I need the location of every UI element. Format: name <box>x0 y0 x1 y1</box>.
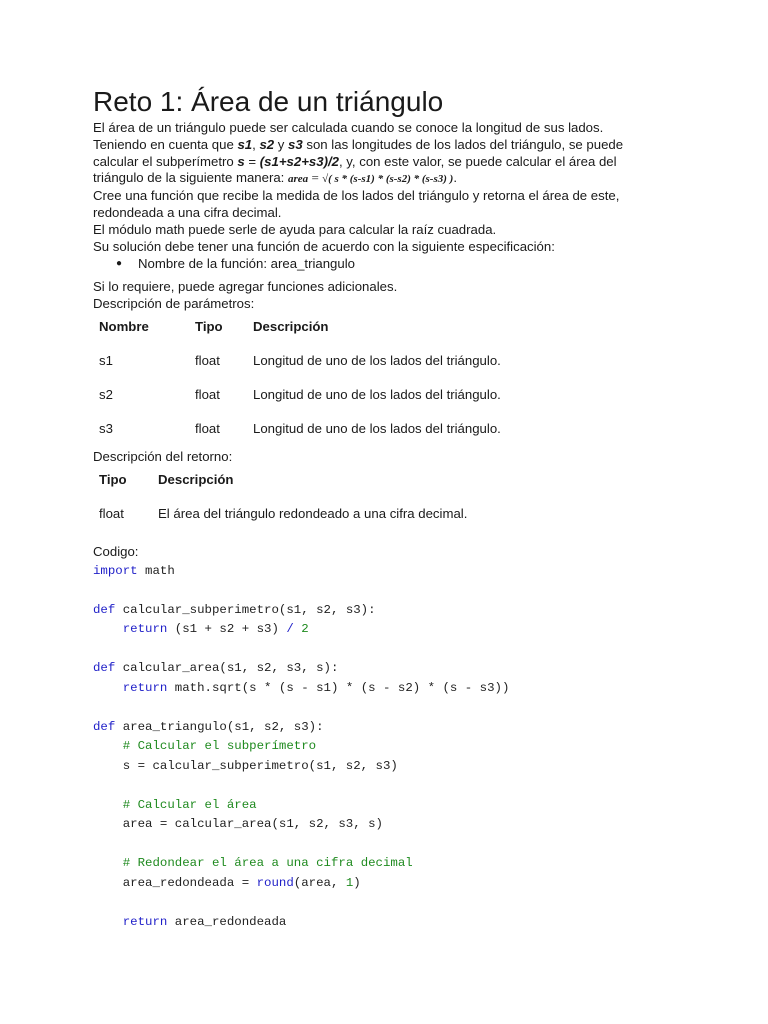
spec-text: Su solución debe tener una función de acuerdo con la siguiente especificación: <box>93 238 555 254</box>
list-item <box>116 255 653 272</box>
function-name-text: Nombre de la función: area_triangulo <box>138 256 355 272</box>
code-indent <box>93 739 123 753</box>
code-keyword: return <box>122 680 168 695</box>
bullet-icon: ● <box>116 258 123 270</box>
code-text: area_triangulo(s1, s2, s3): <box>115 719 324 734</box>
intro-text: Teniendo en cuenta que <box>93 136 238 152</box>
code-text: area_redondeada = <box>93 875 257 890</box>
area-formula <box>288 170 454 186</box>
code-text: calcular_area(s1, s2, s3, s): <box>115 661 339 676</box>
code-text: (s1 + s2 + s3) <box>167 622 287 637</box>
code-indent <box>93 915 123 929</box>
code-indent <box>93 856 123 870</box>
intro-paragraph <box>93 120 653 255</box>
table-row <box>93 387 501 421</box>
column-header: Tipo <box>99 471 127 487</box>
code-comment: # Redondear el área a una cifra decimal <box>122 856 413 871</box>
code-indent <box>93 622 123 636</box>
table-cell: El área del triángulo redondeado a una cifra decimal. <box>158 505 468 521</box>
code-text: s = calcular_subperimetro(s1, s2, s3) <box>93 758 398 773</box>
table-header-row <box>93 319 501 353</box>
table-cell: float <box>195 386 220 402</box>
return-heading: Descripción del retorno: <box>93 448 233 464</box>
additional-functions-text: Si lo requiere, puede agregar funciones adicionales. <box>93 279 398 295</box>
code-comment: # Calcular el área <box>122 797 257 812</box>
params-table <box>93 319 501 445</box>
code-text: area = calcular_area(s1, s2, s3, s) <box>93 817 383 832</box>
column-header: Descripción <box>158 471 234 487</box>
code-number: 2 <box>301 622 309 637</box>
formula-area: area <box>288 173 309 186</box>
code-keyword: import <box>93 563 138 578</box>
table-row <box>93 421 501 445</box>
code-keyword: return <box>122 622 168 637</box>
var-s: s <box>237 153 245 169</box>
code-keyword: round <box>256 875 294 890</box>
table-cell: float <box>195 420 220 436</box>
code-text: ) <box>353 875 361 890</box>
code-keyword: def <box>93 602 116 617</box>
column-header: Tipo <box>195 318 223 334</box>
formula-equals: = <box>308 170 323 186</box>
table-cell: s2 <box>99 386 113 402</box>
table-cell: float <box>99 505 124 521</box>
document-page <box>93 84 653 932</box>
table-cell: Longitud de uno de los lados del triángulo. <box>253 420 501 436</box>
code-indent <box>93 798 123 812</box>
intro-text: . <box>453 170 457 186</box>
table-row <box>93 506 467 524</box>
intro-text: y <box>274 136 289 152</box>
spec-list <box>93 255 653 272</box>
code-text: math <box>137 563 175 578</box>
table-cell: float <box>195 352 220 368</box>
intro-line-1: El área de un triángulo puede ser calculada cuando se conoce la longitud de sus lados. <box>93 120 604 135</box>
code-text: area_redondeada <box>167 914 287 929</box>
code-operator: / <box>286 622 294 637</box>
table-header-row <box>93 472 467 506</box>
column-header: Nombre <box>99 318 149 334</box>
code-label: Codigo: <box>93 543 139 559</box>
math-hint-text: El módulo math puede serle de ayuda para calcular la raíz cuadrada. <box>93 221 497 237</box>
code-keyword: return <box>122 914 168 929</box>
var-s2: s2 <box>259 136 275 152</box>
table-cell: s1 <box>99 352 113 368</box>
code-keyword: def <box>93 719 116 734</box>
code-text: (area, <box>293 875 346 890</box>
table-cell: Longitud de uno de los lados del triángulo. <box>253 352 501 368</box>
subperimeter-expression: (s1+s2+s3)/2 <box>259 153 339 169</box>
code-indent <box>93 681 123 695</box>
code-text: math.sqrt(s * (s - s1) * (s - s2) * (s - s3)) <box>167 680 510 695</box>
var-s3: s3 <box>288 136 303 152</box>
page-title: Reto 1: Área de un triángulo <box>93 86 444 117</box>
code-text: calcular_subperimetro(s1, s2, s3): <box>115 602 376 617</box>
var-s1: s1 <box>237 136 253 152</box>
intro-text: , y, con este valor, se puede calcular el área del triángulo de la siguiente manera: <box>93 153 617 186</box>
table-row <box>93 353 501 387</box>
table-cell: Longitud de uno de los lados del triángulo. <box>253 386 501 402</box>
intro-text: , <box>252 136 260 152</box>
code-number: 1 <box>345 875 354 890</box>
intro-text: = <box>244 153 260 169</box>
column-header: Descripción <box>253 318 329 334</box>
code-keyword: def <box>93 661 116 676</box>
intro-text: son las longitudes de los lados del triángulo, se puede calcular el subperímetro <box>93 136 624 169</box>
formula-sqrt: √( s * (s-s1) * (s-s2) * (s-s3) ) <box>322 173 454 186</box>
instruction-text: Cree una función que recibe la medida de los lados del triángulo y retorna el área de este, redondeada a una cifra decimal. <box>93 188 620 220</box>
return-table <box>93 472 467 524</box>
code-block <box>93 562 653 933</box>
table-cell: s3 <box>99 420 113 436</box>
params-heading: Descripción de parámetros: <box>93 296 255 312</box>
code-comment: # Calcular el subperímetro <box>122 739 317 754</box>
